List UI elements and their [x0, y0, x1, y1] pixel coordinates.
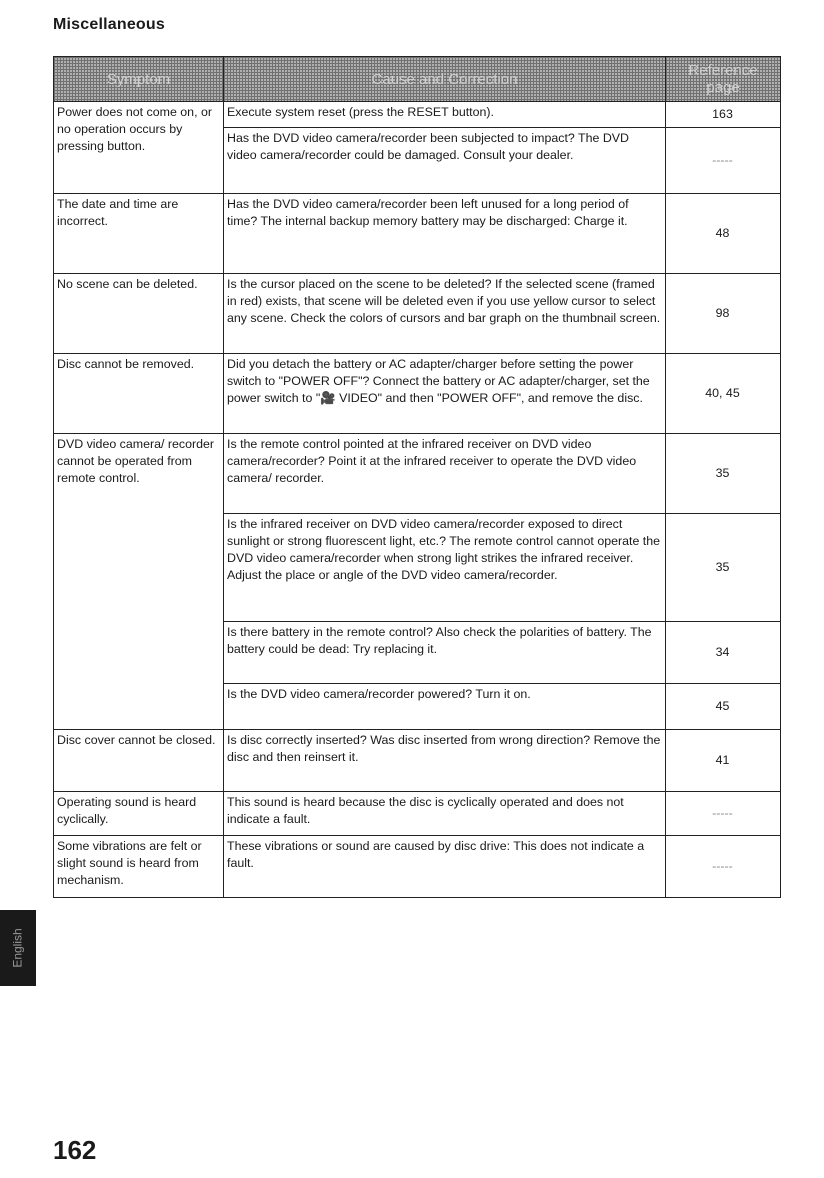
cause-cell: Has the DVD video camera/recorder been left unused for a long period of time? The internal backup memory battery may be discharged: Charge it. [224, 194, 666, 274]
cause-cell: This sound is heard because the disc is cyclically operated and does not indicate a fault. [224, 792, 666, 836]
header-symptom: Symptom [54, 57, 224, 102]
reference-page-cell: 35 [666, 434, 781, 514]
cause-cell: These vibrations or sound are caused by disc drive: This does not indicate a fault. [224, 836, 666, 898]
reference-page-cell: 40, 45 [666, 354, 781, 434]
cause-cell: Is there battery in the remote control? Also check the polarities of battery. The battery could be dead: Try replacing it. [224, 622, 666, 684]
reference-page-cell: 48 [666, 194, 781, 274]
table-row [54, 354, 781, 434]
reference-page-cell: ----- [666, 836, 781, 898]
symptom-cell: Disc cover cannot be closed. [54, 730, 224, 792]
table-row [54, 274, 781, 354]
cause-cell: Is the infrared receiver on DVD video camera/recorder exposed to direct sunlight or strong fluorescent light, etc.? The remote control cannot operate the DVD video camera/recorder when strong light strikes the infrared receiver. Adjust the place or angle of the DVD video camera/recorder. [224, 514, 666, 622]
cause-cell: Execute system reset (press the RESET button). [224, 102, 666, 128]
symptom-cell: Disc cannot be removed. [54, 354, 224, 434]
table-row [54, 434, 781, 514]
section-title: Miscellaneous [53, 16, 165, 33]
symptom-cell: DVD video camera/ recorder cannot be operated from remote control. [54, 434, 224, 730]
table-row [54, 102, 781, 128]
troubleshooting-table [53, 56, 781, 898]
cause-cell: Is the DVD video camera/recorder powered? Turn it on. [224, 684, 666, 730]
symptom-cell: Power does not come on, or no operation occurs by pressing button. [54, 102, 224, 194]
header-reference-page: Reference page [666, 57, 781, 102]
reference-page-cell: ----- [666, 792, 781, 836]
symptom-cell: Operating sound is heard cyclically. [54, 792, 224, 836]
reference-page-cell: 35 [666, 514, 781, 622]
table-header-row [54, 57, 781, 102]
language-tab-label: English [11, 928, 26, 968]
table-row [54, 836, 781, 898]
reference-page-cell: 98 [666, 274, 781, 354]
cause-cell: Is the remote control pointed at the infrared receiver on DVD video camera/recorder? Point it at the infrared receiver to operate the DVD video camera/ recorder. [224, 434, 666, 514]
table-row [54, 792, 781, 836]
header-cause: Cause and Correction [224, 57, 666, 102]
page-number: 162 [53, 1135, 97, 1165]
cause-cell: Is the cursor placed on the scene to be deleted? If the selected scene (framed in red) exists, that scene will be deleted even if you use yellow cursor to select any scene. Check the colors of cursors and bar graph on the thumbnail screen. [224, 274, 666, 354]
reference-page-cell: ----- [666, 128, 781, 194]
symptom-cell: No scene can be deleted. [54, 274, 224, 354]
table-row [54, 194, 781, 274]
reference-page-cell: 41 [666, 730, 781, 792]
symptom-cell: Some vibrations are felt or slight sound is heard from mechanism. [54, 836, 224, 898]
cause-cell: Is disc correctly inserted? Was disc inserted from wrong direction? Remove the disc and then reinsert it. [224, 730, 666, 792]
reference-page-cell: 45 [666, 684, 781, 730]
reference-page-cell: 163 [666, 102, 781, 128]
reference-page-cell: 34 [666, 622, 781, 684]
table-row [54, 730, 781, 792]
symptom-cell: The date and time are incorrect. [54, 194, 224, 274]
cause-cell: Did you detach the battery or AC adapter/charger before setting the power switch to "POWER OFF"? Connect the battery or AC adapter/charger, set the power switch to "🎥 VIDEO" and then "POWER OFF", and remove the disc. [224, 354, 666, 434]
language-tab [0, 910, 36, 986]
cause-cell: Has the DVD video camera/recorder been subjected to impact? The DVD video camera/recorder could be damaged. Consult your dealer. [224, 128, 666, 194]
